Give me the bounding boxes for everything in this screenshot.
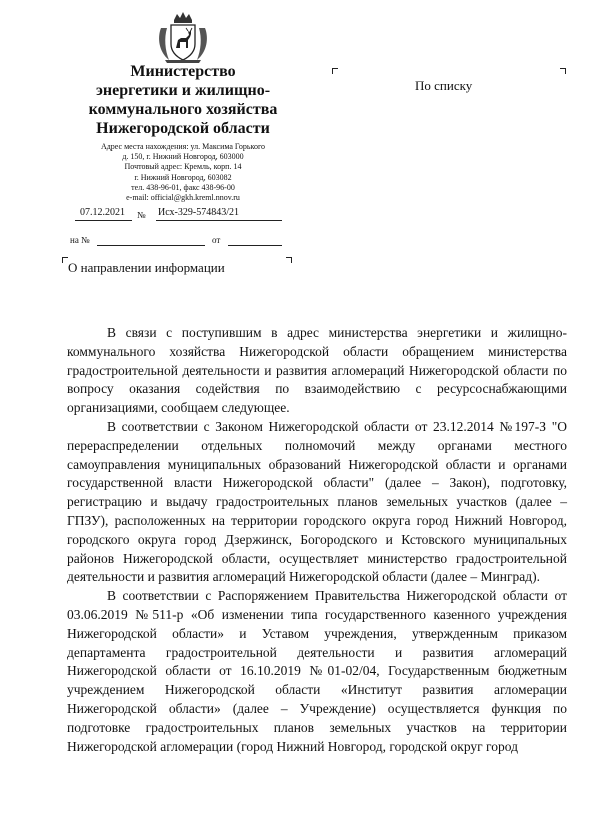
ministry-name-line: Нижегородской области [96, 120, 270, 137]
ministry-name-line: энергетики и жилищно- [95, 82, 271, 99]
address-line: тел. 438-96-01, факс 438-96-00 [131, 182, 235, 192]
number-sign: № [137, 210, 146, 220]
body-paragraph: В соответствии с Законом Нижегородской области от 23.12.2014 №197-З "О перераспределении отдельных полномочий между органами местного самоуправления муниципальных образований Нижегородской области и органами государственной власти Нижегородской области" (далее – Закон), подготовку, регистрацию и выдачу градостроительных планов земельных участков (далее – ГПЗУ), расположенных на территории городского округа город Нижний Новгород, городского округа город Дзержинск, Богородского и Кстовского муниципальных районов Нижегородской области, осуществляет министерство градостроительной деятельности и развития агломераций Нижегородской области (далее – Минград). [67, 418, 567, 585]
ministry-name-line: коммунального хозяйства [88, 101, 278, 118]
address-line: Почтовый адрес: Кремль, корп. 14 [124, 162, 242, 172]
number-underline [156, 220, 282, 221]
coat-of-arms-emblem [155, 10, 211, 66]
ministry-address [70, 142, 296, 203]
ministry-name [70, 62, 296, 138]
subject-line: О направлении информации [68, 260, 225, 275]
recipient-corner-mark-right [560, 68, 566, 74]
letter-body [67, 324, 567, 756]
registration-date: 07.12.2021 [80, 207, 125, 218]
body-paragraph: В соответствии с Распоряжением Правительства Нижегородской области от 03.06.2019 №511-р «Об изменении типа государственного казенного учреждения Нижегородской области» и Уставом учреждения, утвержденным приказом департамента градостроительной деятельности и развития агломераций Нижегородской области от 16.10.2019 №01-02/04, Государственным бюджетным учреждением Нижегородской области «Институт развития агломерации Нижегородской области» (далее – Учреждение) осуществляется функция по подготовке градостроительных планов земельных участков на территории Нижегородской агломерации (город Нижний Новгород, городской округ город [67, 588, 567, 754]
address-line: г. Нижний Новгород, 603082 [134, 172, 232, 182]
ref-number-label: на № [70, 235, 90, 245]
ref-date-underline [228, 245, 282, 246]
recipient-corner-mark-left [332, 68, 338, 74]
address-line: д. 150, г. Нижний Новгород, 603000 [122, 152, 244, 162]
ref-from-label: от [212, 235, 221, 245]
ministry-name-line: Министерство [130, 63, 236, 80]
subject-corner-mark-right [286, 257, 292, 263]
address-line: e-mail: official@gkh.kreml.nnov.ru [126, 193, 240, 203]
registration-number: Исх-329-574843/21 [158, 207, 239, 218]
recipient: По списку [415, 78, 473, 93]
ref-number-underline [97, 245, 205, 246]
date-underline [75, 220, 132, 221]
address-line: Адрес места нахождения: ул. Максима Горького [100, 142, 266, 151]
body-paragraph: В связи с поступившим в адрес министерства энергетики и жилищно-коммунального хозяйства Нижегородской области обращением министерства градостроительной деятельности и развития агломераций Нижегородской области по вопросу оказания содействия по взаимодействию с ресурсоснабжающими организациями, сообщаем следующее. [67, 325, 567, 416]
